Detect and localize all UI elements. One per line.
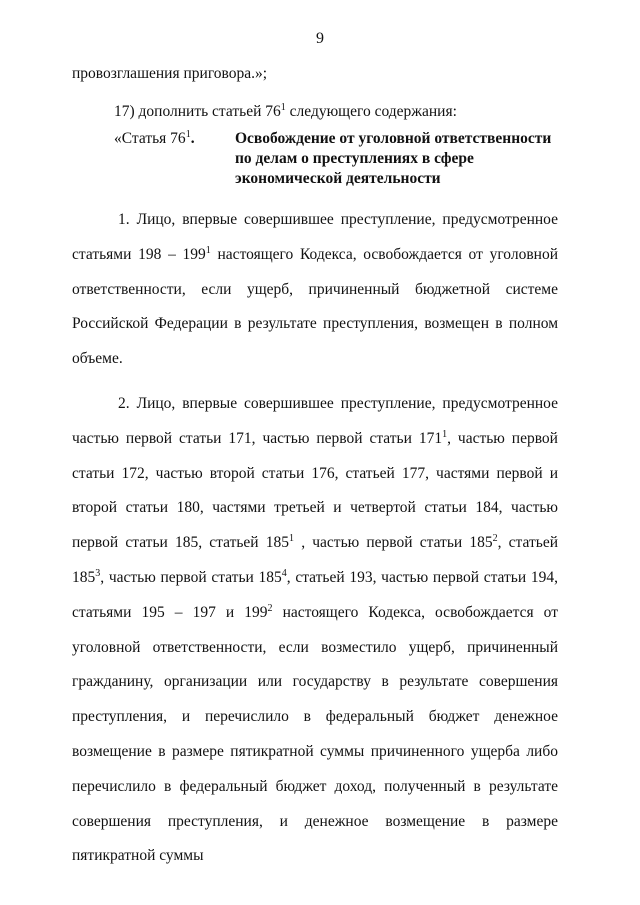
document-body [72,57,558,874]
article-superscript: 1 [185,129,191,140]
amendment-text: 17) дополнить статьей 76 [114,103,281,120]
amendment-superscript: 1 [280,102,286,113]
paragraph-1: 1. Лицо, впервые совершившее преступление, предусмотренное статьями $198 - 199^1$ настоящего Кодекса, освобождается от уголовной ответственности, если ущерб, причиненный бюджетной системе Российской Федерации в результате преступления, возмещен в полном объеме. [72,211,558,368]
article-heading [72,129,558,189]
article-number: «Статья $76^1$. [114,129,195,147]
amendment-line [72,95,558,129]
amendment-text-end: следующего содержания: [285,103,457,120]
continuation-line: провозглашения приговора.»; [72,65,268,82]
page-number: 9 [316,30,324,47]
article-title: Освобождение от уголовной ответственности по делам о преступлениях в сфере экономической деятельности [235,130,552,187]
paragraph-2: 2. Лицо, впервые совершившее преступление, предусмотренное частью первой статьи 171, частью первой статьи $171^1$, частью первой статьи 172, частью второй статьи 176, статьей 177, частями первой и второй статьи 180, частями третьей и четвертой статьи 184, частью первой статьи 185, статьей $185^1$ , частью первой статьи $185^2$, статьей $185^3$, частью первой статьи $185^4$, статьей 193, частью первой статьи 194, статьями 195 – 197 и $199^2$ настоящего Кодекса, освобождается от уголовной ответственности, если возместило ущерб, причиненный гражданину, организации или государству в результате совершения преступления, и перечислило в федеральный бюджет денежное возмещение в размере пятикратной суммы причиненного ущерба либо перечислило в федеральный бюджет доход, полученный в результате совершения преступления, и денежное возмещение в размере пятикратной суммы [72,394,559,865]
